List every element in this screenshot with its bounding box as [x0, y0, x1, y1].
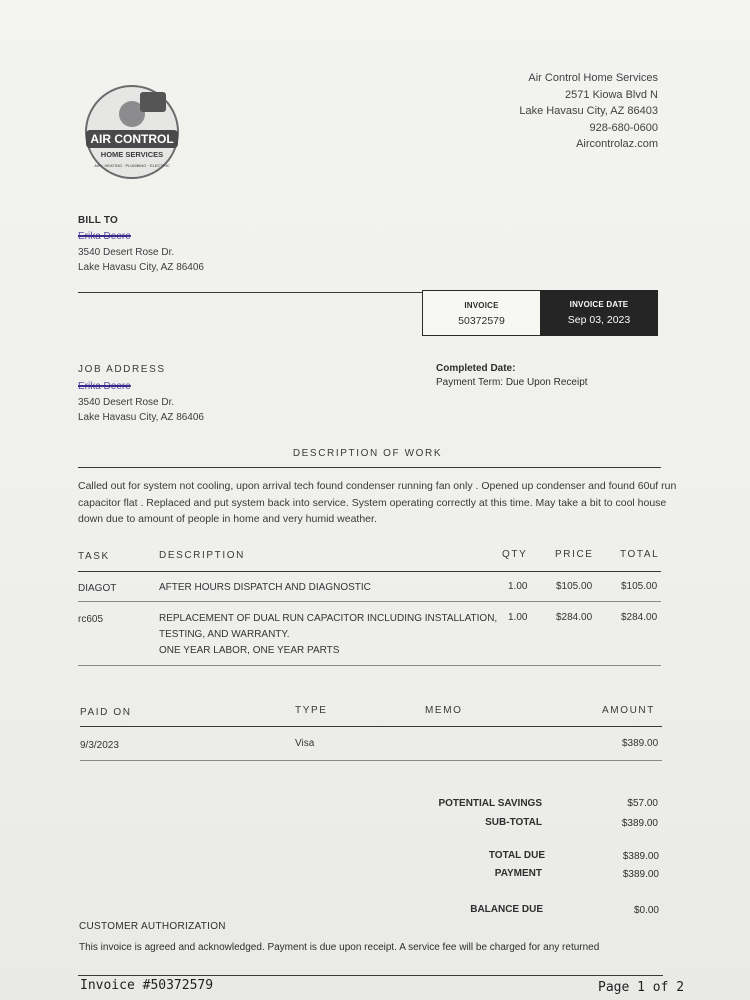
- authorization-text: This invoice is agreed and acknowledged. Payment is due upon receipt. A service fee will be charged for any returned: [79, 942, 600, 953]
- bill-to-city: Lake Havasu City, AZ 86406: [78, 262, 204, 273]
- payment-term: Payment Term: Due Upon Receipt: [436, 377, 588, 388]
- job-street: 3540 Desert Rose Dr.: [78, 396, 175, 408]
- row1-description: AFTER HOURS DISPATCH AND DIAGNOSTIC: [159, 582, 371, 593]
- authorization-label: CUSTOMER AUTHORIZATION: [79, 921, 226, 932]
- job-address: [78, 379, 204, 426]
- invoice-date-box: [540, 290, 658, 336]
- company-name: Air Control Home Services: [528, 72, 658, 84]
- company-street: 2571 Kiowa Blvd N: [565, 88, 658, 101]
- subtotal-value: $389.00: [621, 818, 658, 829]
- payment-amount: $389.00: [622, 738, 659, 749]
- row1-total: $105.00: [621, 581, 658, 592]
- row1-price: $105.00: [556, 581, 593, 592]
- col-paid-on: PAID ON: [80, 707, 132, 718]
- divider: [78, 601, 661, 602]
- col-total: TOTAL: [620, 549, 660, 560]
- total-due-label: TOTAL DUE: [488, 850, 545, 861]
- company-logo: [82, 82, 182, 182]
- description-text: Called out for system not cooling, upon arrival tech found condenser running fan only . Opened up condenser and found 60uf run capacitor flat . Replaced and put system back into service. System operating correctly at this time. May take a bit to cool house down due to amount of people in home and very humid weather.: [78, 480, 677, 525]
- col-task: TASK: [78, 551, 110, 562]
- row1-task: DIAGOT: [78, 583, 117, 594]
- payment-type: Visa: [295, 738, 315, 749]
- payment-date: 9/3/2023: [80, 740, 119, 751]
- footer-invoice-ref: Invoice #50372579: [80, 978, 214, 993]
- divider: [78, 467, 661, 468]
- row2-description-line2: TESTING, AND WARRANTY.: [159, 629, 290, 640]
- invoice-number: 50372579: [458, 315, 505, 327]
- company-website: Aircontrolaz.com: [576, 138, 658, 150]
- footer-page-number: Page 1 of 2: [598, 980, 685, 995]
- divider: [80, 726, 662, 727]
- invoice-number-box: [422, 290, 541, 336]
- footer-divider: [78, 975, 663, 976]
- total-due-value: $389.00: [622, 851, 659, 862]
- col-description: DESCRIPTION: [159, 550, 245, 561]
- description-heading: DESCRIPTION OF WORK: [292, 448, 443, 459]
- bill-to-street: 3540 Desert Rose Dr.: [78, 246, 175, 258]
- row2-description: [159, 611, 497, 659]
- payment-value: $389.00: [622, 869, 659, 880]
- company-phone: 928-680-0600: [589, 121, 658, 134]
- row1-qty: 1.00: [508, 581, 528, 592]
- col-amount: AMOUNT: [602, 705, 655, 716]
- completed-date-label: Completed Date:: [436, 363, 516, 374]
- bill-to-label: BILL TO: [78, 215, 118, 226]
- bill-to-address: [78, 229, 204, 276]
- invoice-number-label: INVOICE: [464, 301, 499, 310]
- potential-savings-value: $57.00: [627, 798, 658, 809]
- col-memo: MEMO: [425, 705, 463, 716]
- potential-savings-label: POTENTIAL SAVINGS: [438, 798, 542, 809]
- divider: [80, 760, 662, 761]
- job-city: Lake Havasu City, AZ 86406: [78, 412, 204, 423]
- company-city: Lake Havasu City, AZ 86403: [519, 105, 658, 117]
- company-info: [519, 70, 658, 153]
- logo-title: AIR CONTROL: [90, 132, 174, 146]
- bill-to-name: Erika Deere: [78, 231, 131, 242]
- job-name: Erika Deere: [78, 381, 131, 392]
- row2-description-line3: ONE YEAR LABOR, ONE YEAR PARTS: [159, 645, 340, 656]
- col-type: TYPE: [295, 705, 328, 716]
- invoice-date-label: INVOICE DATE: [569, 300, 629, 309]
- row2-qty: 1.00: [508, 612, 528, 623]
- divider: [78, 665, 661, 666]
- logo-subtitle: HOME SERVICES: [100, 150, 164, 159]
- invoice-date: Sep 03, 2023: [567, 314, 631, 326]
- row2-description-line1: REPLACEMENT OF DUAL RUN CAPACITOR INCLUDING INSTALLATION,: [159, 613, 498, 624]
- payment-label: PAYMENT: [494, 868, 542, 879]
- row2-total: $284.00: [621, 612, 658, 623]
- logo-tagline: AIR · HEATING · PLUMBING · ELECTRIC: [94, 163, 170, 168]
- balance-due-label: BALANCE DUE: [470, 904, 543, 915]
- divider: [78, 571, 661, 572]
- balance-due-value: $0.00: [633, 905, 659, 916]
- row2-price: $284.00: [556, 612, 593, 623]
- col-qty: QTY: [502, 549, 528, 560]
- job-address-label: JOB ADDRESS: [78, 364, 166, 375]
- row2-task: rc605: [78, 614, 104, 625]
- subtotal-label: SUB-TOTAL: [485, 817, 542, 828]
- col-price: PRICE: [555, 549, 594, 560]
